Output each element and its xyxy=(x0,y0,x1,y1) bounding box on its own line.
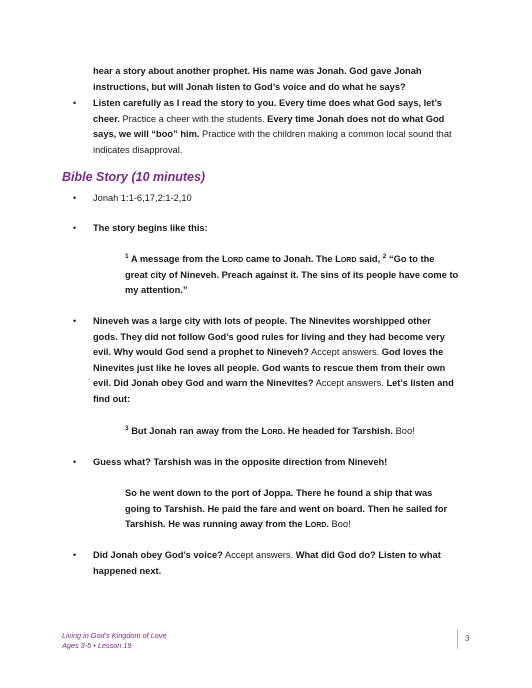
bold-text: God loves the xyxy=(381,347,444,358)
quote-text: said, xyxy=(356,254,383,264)
footer-subtitle: Ages 3-5 • Lesson 19 xyxy=(62,641,132,650)
text-line xyxy=(125,252,458,268)
text-line: find out: xyxy=(93,393,131,404)
text-line: great city of Nineveh. Preach against it. The sins of its people have come to xyxy=(125,269,459,280)
text-line: instructions, but will Jonah listen to God’s voice and do what he says? xyxy=(93,81,406,92)
text-line xyxy=(93,345,454,361)
listen-paragraph xyxy=(93,96,452,158)
scripture-quote-2 xyxy=(125,424,415,440)
intro-paragraph xyxy=(93,64,422,95)
instruction-text: Practice a cheer with the students. xyxy=(119,113,268,124)
quote-text: Tarshish. He was running away from the xyxy=(125,519,306,530)
quote-text: . He headed for Tarshish. xyxy=(282,426,394,436)
bullet-icon: • xyxy=(73,193,77,203)
quote-text: “Go to the xyxy=(386,254,435,264)
text-line: Nineveh was a large city with lots of people. The Ninevites worshipped other xyxy=(93,316,431,326)
text-line xyxy=(93,376,454,392)
bullet-icon: • xyxy=(73,550,77,560)
scripture-reference: Jonah 1:1-6,17,2:1-2,10 xyxy=(93,193,192,203)
text-line xyxy=(93,127,452,143)
section-heading: Bible Story (10 minutes) xyxy=(62,170,206,184)
bullet-icon: • xyxy=(73,316,77,326)
scripture-quote-3 xyxy=(125,486,447,533)
nineveh-paragraph xyxy=(93,314,454,408)
text-line xyxy=(93,548,441,564)
bold-text: evil. Did Jonah obey God and warn the Ninevites? xyxy=(93,378,314,389)
text-line: hear a story about another prophet. His name was Jonah. God gave Jonah xyxy=(93,66,422,76)
footer-divider xyxy=(457,629,458,649)
instruction-text: Accept answers. xyxy=(313,378,387,389)
scripture-quote-1 xyxy=(125,252,458,299)
quote-text: . xyxy=(326,519,329,530)
text-line: Ninevites just like he loves all people. God wants to rescue them from their own xyxy=(93,362,446,373)
bullet-icon: • xyxy=(73,457,77,467)
verse-number: 2 xyxy=(382,252,387,260)
text-line: Listen carefully as I read the story to you. Every time does what God says, let’s xyxy=(93,98,442,108)
boo-text: Boo! xyxy=(328,519,351,530)
bold-text: What did God do? Listen to what xyxy=(295,550,441,560)
bullet-icon: • xyxy=(73,223,77,233)
page-footer xyxy=(62,631,167,651)
text-line: my attention.” xyxy=(125,285,188,296)
footer-title: Living in God’s Kingdom of Love xyxy=(62,631,167,640)
quote-text: came to Jonah. The xyxy=(243,254,336,264)
quote-text: But Jonah ran away from the xyxy=(128,426,262,436)
boo-text: Boo! xyxy=(393,426,415,436)
text-line: gods. They did not follow God’s good rules for living and they had become very xyxy=(93,331,445,342)
text-line xyxy=(93,112,452,128)
lord-text: Lord xyxy=(261,426,283,436)
text-line: indicates disapproval. xyxy=(93,144,183,155)
story-intro: The story begins like this: xyxy=(93,223,208,233)
text-line xyxy=(125,517,447,533)
obey-paragraph xyxy=(93,548,441,579)
lord-text: Lord xyxy=(305,519,327,530)
instruction-text: Practice with the children making a common local sound that xyxy=(199,129,452,140)
bold-text: cheer. xyxy=(93,113,120,124)
text-line: going to Tarshish. He paid the fare and went on board. Then he sailed for xyxy=(125,503,448,514)
bold-text: Let’s listen and xyxy=(386,378,454,389)
text-line xyxy=(125,424,415,440)
text-line: happened next. xyxy=(93,565,162,576)
bold-text: evil. Why would God send a prophet to Nineveh? xyxy=(93,347,309,358)
text-line: So he went down to the port of Joppa. There he found a ship that was xyxy=(125,488,433,498)
lord-text: Lord xyxy=(335,254,357,264)
instruction-text: Accept answers. xyxy=(222,550,296,560)
lord-text: Lord xyxy=(221,254,244,264)
tarshish-paragraph: Guess what? Tarshish was in the opposite direction from Nineveh! xyxy=(93,457,388,467)
quote-text: A message from the xyxy=(128,254,222,264)
verse-number: 3 xyxy=(125,424,129,432)
page-number: 3 xyxy=(465,634,470,643)
verse-number: 1 xyxy=(125,252,129,260)
instruction-text: Accept answers. xyxy=(308,347,382,358)
bold-text: Every time Jonah does not do what God xyxy=(267,113,445,124)
bold-text: says, we will “boo” him. xyxy=(93,129,200,140)
bold-text: Did Jonah obey God’s voice? xyxy=(93,550,223,560)
bullet-icon: • xyxy=(73,98,77,108)
